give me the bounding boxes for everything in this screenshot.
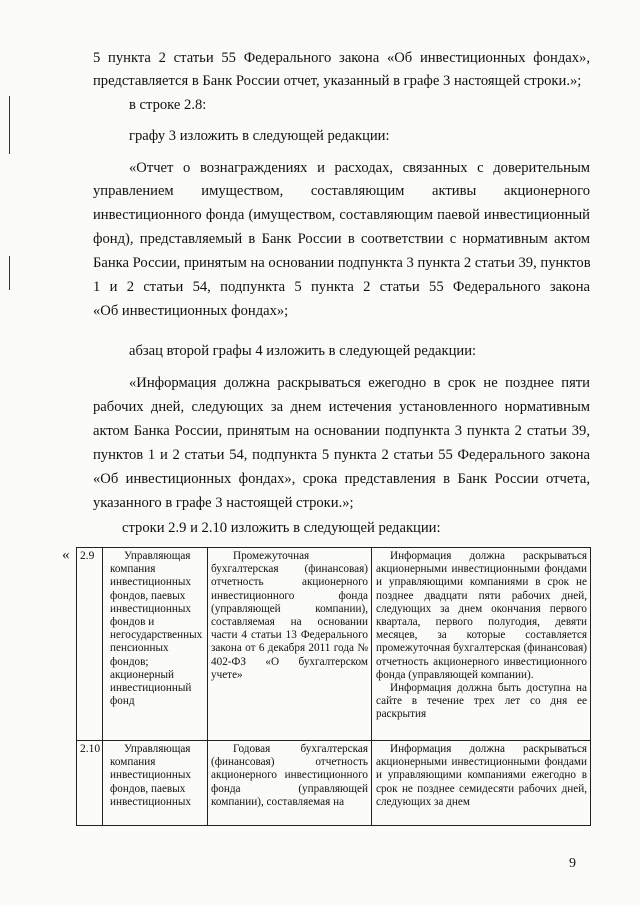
row-number: 2.10 — [77, 741, 103, 826]
paragraph-6-line-5: «Об инвестиционных фондах», срока представления в Банк России отчета, — [93, 471, 590, 487]
paragraph-6-line-3: актом Банка России, принятым на основании подпункта 3 пункта 2 статьи 39, — [93, 423, 590, 439]
disclosure-cell — [372, 741, 591, 826]
paragraph-1-line-2: представляется в Банк России отчет, указанный в графе 3 настоящей строки.»; — [93, 73, 582, 89]
entity-text: Управляющая компания инвестиционных фондов, паевых инвестиционных фондов и негосударственных пенсионных фондов; акционерный инвестиционный фонд — [110, 550, 203, 708]
disclosure-text: Информация должна раскрываться акционерными инвестиционными фондами и управляющими компаниями ежегодно в срок не позднее семидесяти рабочих дней, следующих за днем — [376, 743, 587, 808]
table-row — [77, 548, 591, 741]
paragraph-7: строки 2.9 и 2.10 изложить в следующей редакции: — [122, 520, 441, 536]
report-text: Промежуточная бухгалтерская (финансовая) отчетность акционерного инвестиционного фонда (управляющей компании), составляемая на основании части 4 статьи 13 Федерального закона от 6 декабря 2011 года № 402-ФЗ «О бухгалтерском учете» — [211, 550, 368, 681]
report-text: Годовая бухгалтерская (финансовая) отчетность акционерного инвестиционного фонда (управляющей компании), составляемая на — [211, 743, 368, 808]
paragraph-4-line-5: Банка России, принятым на основании подпункта 3 пункта 2 статьи 39, пунктов — [93, 255, 591, 271]
disclosure-availability-text: Информация должна быть доступна на сайте в течение трех лет со дня ее раскрытия — [376, 682, 587, 721]
entity-text: Управляющая компания инвестиционных фондов, паевых инвестиционных — [110, 743, 191, 808]
paragraph-6-line-1: «Информация должна раскрываться ежегодно в срок не позднее пяти — [129, 375, 590, 391]
page-number: 9 — [569, 856, 576, 871]
entity-cell — [103, 741, 208, 826]
paragraph-6-line-2: рабочих дней, следующих за днем истечения установленного нормативным — [93, 399, 590, 415]
paragraph-4-line-1: «Отчет о вознаграждениях и расходах, связанных с доверительным — [129, 160, 590, 176]
paragraph-5: абзац второй графы 4 изложить в следующей редакции: — [129, 343, 477, 359]
disclosure-cell — [372, 548, 591, 741]
paragraph-4-line-6: 1 и 2 статьи 54, подпункта 5 пункта 2 статьи 55 Федерального закона — [93, 279, 590, 295]
table-row — [77, 741, 591, 826]
report-cell — [208, 548, 372, 741]
paragraph-4-line-2: управлением имуществом, составляющим активы акционерного — [93, 183, 590, 199]
margin-bar-top — [9, 96, 10, 154]
disclosure-text: Информация должна раскрываться акционерными инвестиционными фондами и управляющими компаниями в срок не позднее двадцати пяти рабочих дней, следующих за днем окончания первого квартала, первого полугодия, девяти месяцев, за которые составляется промежуточная бухгалтерская (финансовая) отчетность акционерного инвестиционного фонда (управляющей компании). — [376, 550, 587, 681]
report-cell — [208, 741, 372, 826]
entity-cell — [103, 548, 208, 741]
paragraph-4-line-4: фонд), представляемый в Банк России в соответствии с нормативным актом — [93, 231, 590, 247]
row-number: 2.9 — [77, 548, 103, 741]
paragraph-3: графу 3 изложить в следующей редакции: — [129, 128, 390, 144]
paragraph-6-line-6: указанного в графе 3 настоящей строки.»; — [93, 495, 354, 511]
paragraph-1-line-1: 5 пункта 2 статьи 55 Федерального закона «Об инвестиционных фондах», — [93, 50, 590, 66]
margin-bar-middle — [9, 256, 10, 290]
paragraph-4-line-3: инвестиционного фонда (имуществом, составляющим паевой инвестиционный — [93, 207, 590, 223]
disclosure-table — [76, 547, 591, 826]
paragraph-4-line-7: «Об инвестиционных фондах»; — [93, 303, 289, 319]
paragraph-6-line-4: пунктов 1 и 2 статьи 54, подпункта 5 пункта 2 статьи 55 Федерального закона — [93, 447, 590, 463]
opening-quote-mark: « — [62, 547, 70, 563]
paragraph-2: в строке 2.8: — [129, 97, 207, 113]
